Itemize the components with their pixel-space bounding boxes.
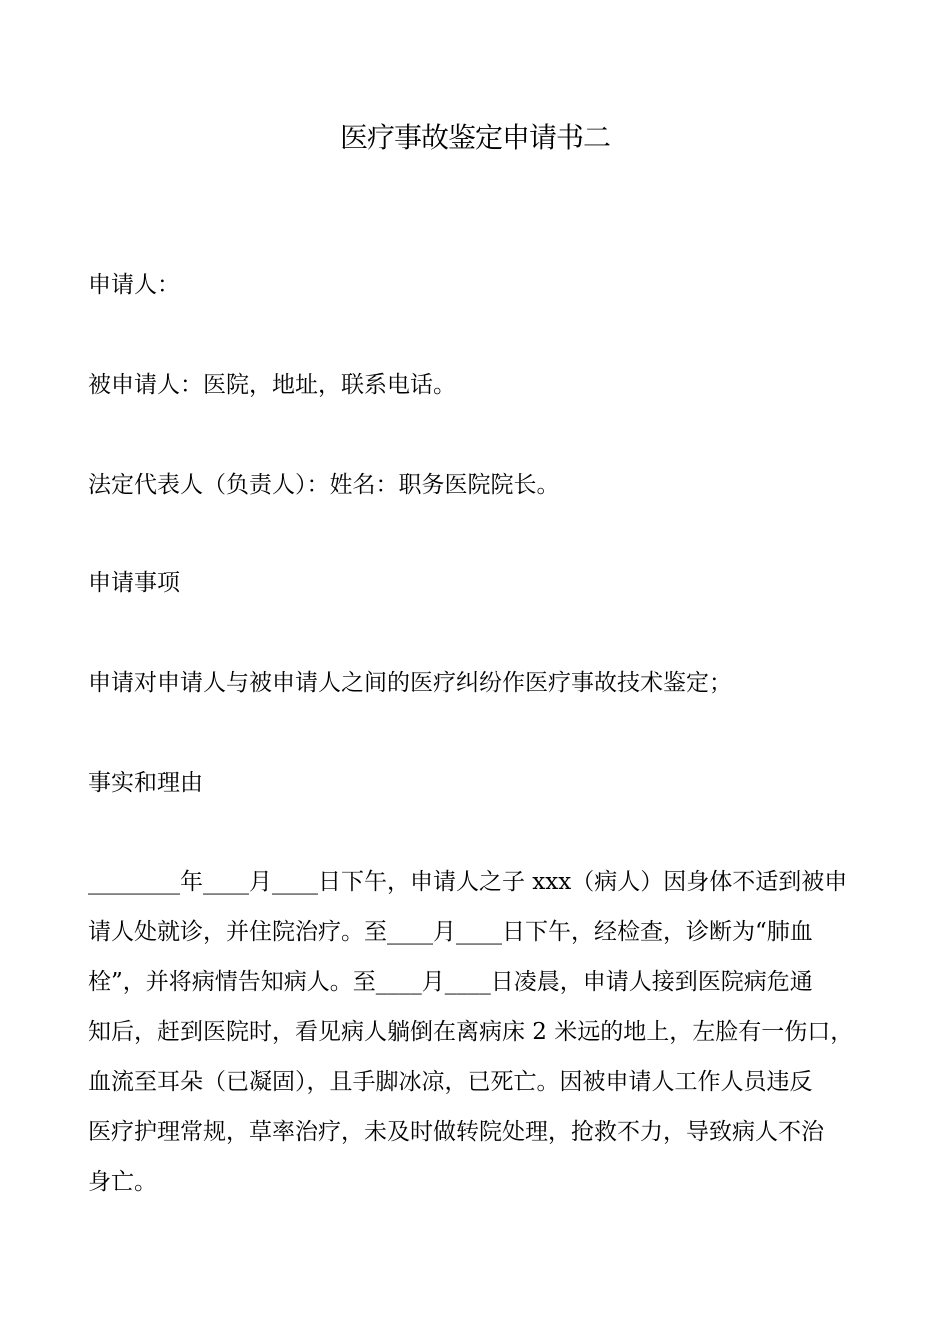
document-title: 医疗事故鉴定申请书二 [339,121,610,154]
facts-line: 请人处就诊，并住院治疗。至____月____日下午，经检查，诊断为“肺血 [88,919,813,945]
facts-line: ________年____月____日下午，申请人之子 xxx（病人）因身体不适到被申 [88,869,848,895]
applicant-line: 申请人： [88,272,180,298]
facts-line: 医疗护理常规，草率治疗，未及时做转院处理，抢救不力，导致病人不治 [88,1119,824,1145]
legal-representative-line: 法定代表人（负责人）：姓名：职务医院院长。 [88,472,560,498]
facts-line: 栓”，并将病情告知病人。至____月____日凌晨，申请人接到医院病危通 [88,969,813,995]
facts-line: 身亡。 [88,1169,157,1195]
respondent-line: 被申请人：医院，地址，联系电话。 [88,372,456,398]
facts-heading: 事实和理由 [88,770,203,796]
facts-line: 知后，赶到医院时，看见病人躺倒在离病床 2 米远的地上，左脸有一伤口， [88,1019,854,1045]
facts-line: 血流至耳朵（已凝固），且手脚冰凉，已死亡。因被申请人工作人员违反 [88,1069,813,1095]
request-text: 申请对申请人与被申请人之间的医疗纠纷作医疗事故技术鉴定； [88,670,732,696]
request-heading: 申请事项 [88,570,180,596]
